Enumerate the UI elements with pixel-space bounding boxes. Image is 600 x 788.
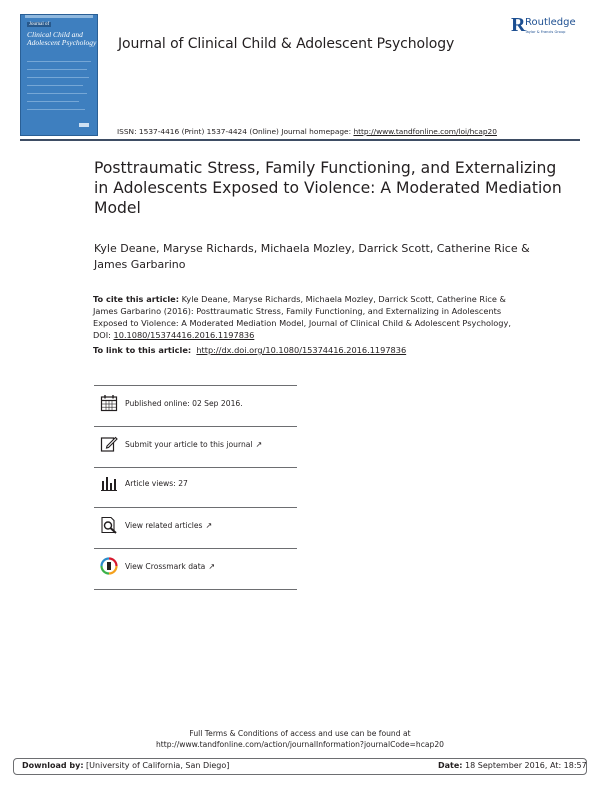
issn-text: ISSN: 1537-4416 (Print) 1537-4424 (Online) Journal homepage: xyxy=(117,127,354,136)
cover-publisher-mark xyxy=(79,123,89,127)
cite-text: Kyle Deane, Maryse Richards, Michaela Mozley, Darrick Scott, Catherine Rice & James Garbarino (2016): Posttraumatic Stress, Family Functioning, and Externalizing in Adolescents Exposed to Violence: A Moderated Mediation Model, Journal of Clinical Child & Adolescent Psychology, DOI: xyxy=(93,294,511,340)
published-online-item xyxy=(100,391,243,415)
article-doi-link[interactable]: http://dx.doi.org/10.1080/15374416.2016.1197836 xyxy=(196,345,407,355)
external-link-icon: ↗ xyxy=(255,439,263,449)
header-rule xyxy=(20,139,580,141)
published-online-label: Published online: 02 Sep 2016. xyxy=(125,398,243,408)
download-date xyxy=(438,761,587,770)
journal-cover-image xyxy=(20,14,98,136)
related-articles-item[interactable] xyxy=(100,513,212,537)
publisher-name: Routledge xyxy=(525,17,576,28)
bar-chart-icon xyxy=(100,474,118,492)
cite-label: To cite this article: xyxy=(93,294,179,304)
article-link-line xyxy=(93,345,406,355)
crossmark-item[interactable] xyxy=(100,554,215,578)
routledge-r-icon: R xyxy=(511,14,526,36)
submit-article-link[interactable]: Submit your article to this journal xyxy=(125,439,253,449)
cover-band xyxy=(25,15,93,18)
related-articles-link[interactable]: View related articles xyxy=(125,520,203,530)
external-link-icon: ↗ xyxy=(205,520,213,530)
edit-icon xyxy=(100,435,118,453)
citation-block xyxy=(93,293,523,341)
downloaded-by-label: Download by: xyxy=(22,761,84,770)
cover-line xyxy=(27,61,91,62)
downloaded-by xyxy=(22,761,229,770)
journal-title: Journal of Clinical Child & Adolescent Psychology xyxy=(118,36,455,52)
crossmark-link[interactable]: View Crossmark data xyxy=(125,561,206,571)
cover-line xyxy=(27,69,87,70)
cite-doi-link[interactable]: 10.1080/15374416.2016.1197836 xyxy=(113,330,255,340)
journal-homepage-link[interactable]: http://www.tandfonline.com/loi/hcap20 xyxy=(353,127,497,136)
divider xyxy=(94,589,297,590)
cover-line xyxy=(27,85,83,86)
article-views-label: Article views: 27 xyxy=(125,478,188,488)
terms-notice xyxy=(0,728,600,750)
terms-line: Full Terms & Conditions of access and use can be found at xyxy=(189,729,411,738)
external-link-icon: ↗ xyxy=(208,561,216,571)
link-label: To link to this article: xyxy=(93,345,192,355)
article-authors: Kyle Deane, Maryse Richards, Michaela Mozley, Darrick Scott, Catherine Rice & James Garbarino xyxy=(94,242,530,271)
article-title: Posttraumatic Stress, Family Functioning, and Externalizing in Adolescents Exposed to Violence: A Moderated Mediation Model xyxy=(94,159,562,217)
divider xyxy=(94,548,297,549)
submit-article-item[interactable] xyxy=(100,432,262,456)
calendar-icon xyxy=(100,394,118,412)
cover-line xyxy=(27,109,85,110)
download-date-label: Date: xyxy=(438,761,463,770)
divider xyxy=(94,385,297,386)
downloaded-by-value: [University of California, San Diego] xyxy=(83,761,230,770)
cover-journal-tag: Journal of xyxy=(29,22,50,27)
download-date-value: 18 September 2016, At: 18:57 xyxy=(462,761,587,770)
terms-url-link[interactable]: http://www.tandfonline.com/action/journalInformation?journalCode=hcap20 xyxy=(155,740,445,749)
divider xyxy=(94,467,297,468)
article-views-item xyxy=(100,471,188,495)
issn-line xyxy=(117,127,497,136)
divider xyxy=(94,507,297,508)
cover-line xyxy=(27,93,87,94)
divider xyxy=(94,426,297,427)
publisher-tagline: Taylor & Francis Group xyxy=(525,30,566,34)
cover-line xyxy=(27,77,89,78)
cover-line xyxy=(27,101,79,102)
crossmark-icon xyxy=(100,557,118,575)
search-icon xyxy=(100,516,118,534)
routledge-logo xyxy=(511,16,591,38)
cover-title: Clinical Child and Adolescent Psychology xyxy=(27,30,97,47)
